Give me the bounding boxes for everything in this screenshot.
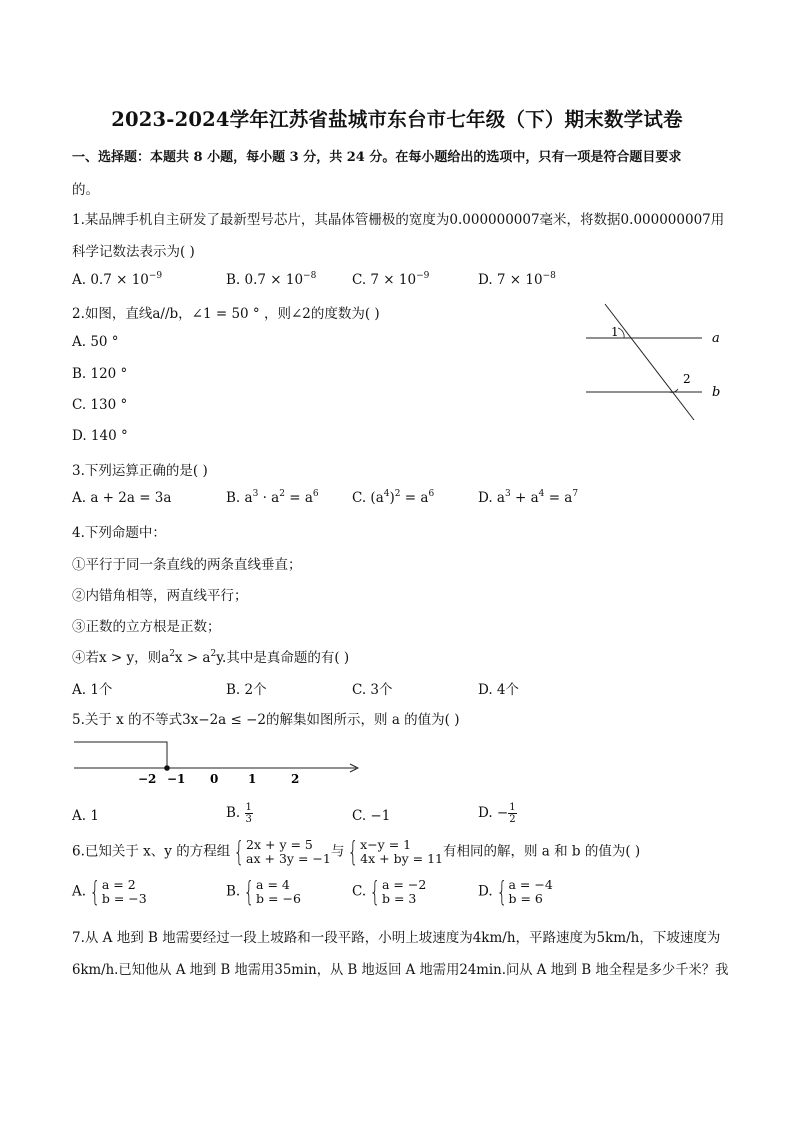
tick-label: −1 <box>167 772 186 786</box>
q2-stem: 2.如图，直线a//b，∠1 = 50 ° ，则∠2的度数为( ) <box>72 306 380 322</box>
q3-option-c[interactable]: C. $(a^4)^2 = a^6$ <box>352 489 435 506</box>
q6-stem: 6.已知关于 x、y 的方程组 { 2x + y = 5 ax + 3y = −1 与 { x−y = 1 4x + by = 11 有相同的解，则 a 和 b 的值为( ) <box>72 835 641 868</box>
q1-option-c[interactable]: C. $7 \times 10^{-9}$ <box>352 271 430 288</box>
line-b-label: b <box>712 385 721 400</box>
q2-option-c[interactable]: C. 130 ° <box>72 397 128 413</box>
parallel-lines-figure <box>578 296 728 424</box>
equation-system-1: { 2x + y = 5 ax + 3y = −1 <box>233 835 331 868</box>
equation-system-2: { x−y = 1 4x + by = 11 <box>347 835 443 868</box>
q5-option-b[interactable]: B. $\frac{1}{3}$ <box>226 802 252 825</box>
q4-proposition-3: ③正数的立方根是正数； <box>72 619 221 635</box>
q2-option-a[interactable]: A. 50 ° <box>72 334 119 350</box>
q5-option-a[interactable]: A. 1 <box>72 808 99 824</box>
q4-option-a[interactable]: A. 1个 <box>72 682 113 698</box>
q1-stem-cont: 科学记数法表示为( ) <box>72 244 195 260</box>
q4-proposition-1: ①平行于同一条直线的两条直线垂直； <box>72 557 302 573</box>
q4-option-d[interactable]: D. 4个 <box>478 682 520 698</box>
number-line-figure <box>66 734 370 790</box>
angle2-label: 2 <box>683 372 691 386</box>
line-a-label: a <box>712 331 720 346</box>
angle1-arc <box>618 328 624 338</box>
q4-proposition-2: ②内错角相等，两直线平行； <box>72 588 248 604</box>
tick-label: 1 <box>248 772 257 786</box>
q5-option-c[interactable]: C. −1 <box>352 808 391 824</box>
q4-proposition-4: ④若x > y，则$a^2x > a^2y$.其中是真命题的有( ) <box>72 649 350 666</box>
q5-stem: 5.关于 x 的不等式3x−2a ≤ −2的解集如图所示，则 a 的值为( ) <box>72 712 460 728</box>
q1-option-b[interactable]: B. $0.7 \times 10^{-8}$ <box>226 271 317 288</box>
tick-label: 0 <box>210 772 219 786</box>
q3-option-a[interactable]: A. a + 2a = 3a <box>72 490 172 506</box>
q6-option-c[interactable]: C. { a = −2 b = 3 <box>352 875 427 908</box>
q2-option-d[interactable]: D. 140 ° <box>72 428 128 444</box>
q6-option-d[interactable]: D. { a = −4 b = 6 <box>478 875 553 908</box>
q3-stem: 3.下列运算正确的是( ) <box>72 463 208 479</box>
q3-option-b[interactable]: B. $a^3 \cdot a^2 = a^6$ <box>226 489 319 506</box>
q7-stem-cont: 6km/h.已知他从 A 地到 B 地需用35min，从 B 地返回 A 地需用24min.问从 A 地到 B 地全程是多少千米？我 <box>72 962 729 978</box>
q1-option-d[interactable]: D. $7 \times 10^{-8}$ <box>478 271 556 288</box>
q2-option-b[interactable]: B. 120 ° <box>72 366 128 382</box>
tick-label: −2 <box>138 772 157 786</box>
section-heading-cont: 的。 <box>72 182 99 198</box>
tick-label: 2 <box>291 772 300 786</box>
q1-option-a[interactable]: A. $0.7 \times 10^{-9}$ <box>72 271 163 288</box>
q1-stem: 1.某品牌手机自主研发了最新型号芯片，其晶体管栅极的宽度为0.000000007毫米，将数据0.000000007用 <box>72 212 725 228</box>
q4-option-c[interactable]: C. 3个 <box>352 682 393 698</box>
q3-option-d[interactable]: D. $a^3 + a^4 = a^7$ <box>478 489 579 506</box>
transversal <box>605 304 694 420</box>
q6-option-a[interactable]: A. { a = 2 b = −3 <box>72 875 147 908</box>
section-heading: 一、选择题：本题共 8 小题，每小题 3 分，共 24 分。在每小题给出的选项中，只有一项是符合题目要求 <box>72 150 682 165</box>
q5-option-d[interactable]: D. − $\frac{1}{2}$ <box>478 802 516 825</box>
page-title: 2023-2024学年江苏省盐城市东台市七年级（下）期末数学试卷 <box>111 108 683 131</box>
q6-option-b[interactable]: B. { a = 4 b = −6 <box>226 875 301 908</box>
solution-ray <box>74 742 167 768</box>
q4-option-b[interactable]: B. 2个 <box>226 682 267 698</box>
angle1-label: 1 <box>611 325 619 339</box>
solution-endpoint <box>164 765 170 771</box>
q7-stem: 7.从 A 地到 B 地需要经过一段上坡路和一段平路，小明上坡速度为4km/h，平路速度为5km/h，下坡速度为 <box>72 930 721 946</box>
q4-stem: 4.下列命题中： <box>72 525 166 541</box>
